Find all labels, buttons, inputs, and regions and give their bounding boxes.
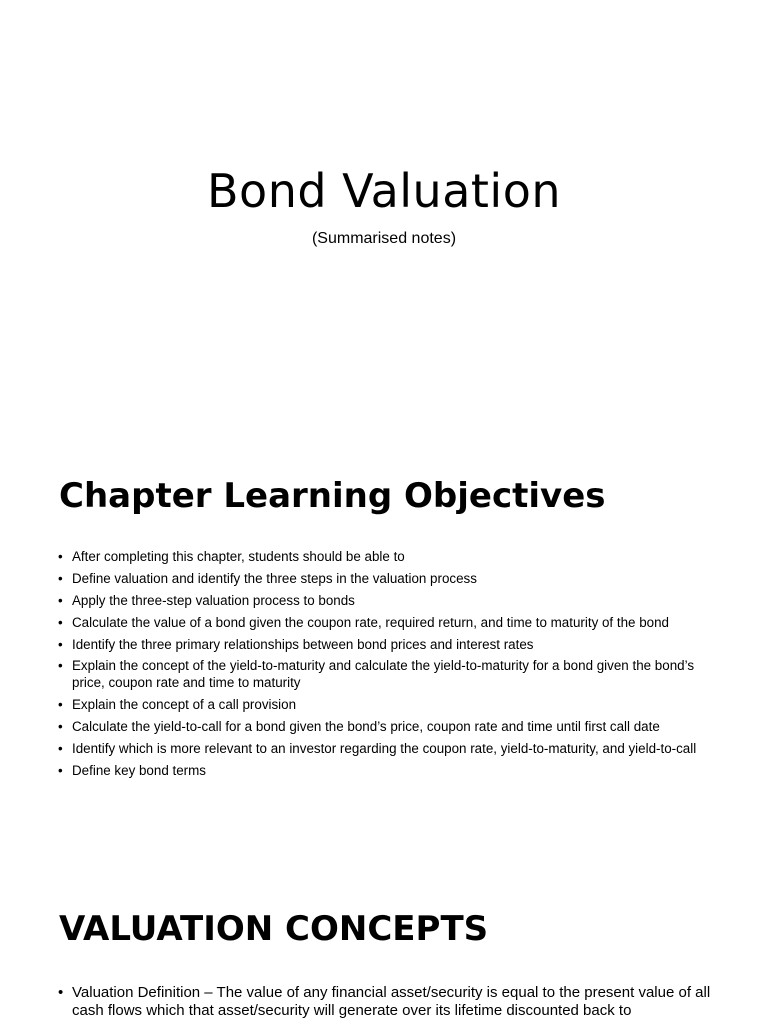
objective-text: Identify the three primary relationships between bond prices and interest rates bbox=[72, 636, 534, 652]
objective-item bbox=[58, 763, 718, 780]
objective-text: Apply the three-step valuation process to bonds bbox=[72, 592, 355, 608]
bullet-icon: • bbox=[58, 762, 63, 778]
bullet-icon: • bbox=[58, 636, 63, 652]
objective-text: Explain the concept of the yield-to-maturity and calculate the yield-to-maturity for a bond given the bond’s price, coupon rate and time to maturity bbox=[72, 658, 695, 690]
bullet-icon: • bbox=[58, 658, 63, 674]
objectives-heading: Chapter Learning Objectives bbox=[59, 476, 606, 516]
objective-item bbox=[58, 719, 718, 736]
bullet-icon: • bbox=[58, 718, 63, 734]
objective-text: Explain the concept of a call provision bbox=[72, 696, 297, 712]
title-slide bbox=[0, 0, 768, 440]
bullet-icon: • bbox=[58, 696, 63, 712]
objective-text: Define key bond terms bbox=[72, 762, 206, 778]
bullet-icon: • bbox=[58, 984, 64, 1001]
objective-item bbox=[58, 549, 718, 566]
objective-text: Define valuation and identify the three steps in the valuation process bbox=[72, 570, 477, 586]
objective-item bbox=[58, 697, 718, 714]
objective-item bbox=[58, 741, 718, 758]
objectives-list bbox=[58, 549, 718, 784]
bullet-icon: • bbox=[58, 570, 63, 586]
objective-text: Calculate the yield-to-call for a bond given the bond’s price, coupon rate and time until first call date bbox=[72, 718, 660, 734]
concepts-heading: VALUATION CONCEPTS bbox=[59, 909, 489, 949]
objective-item bbox=[58, 593, 718, 610]
bullet-icon: • bbox=[58, 549, 63, 564]
objective-item bbox=[58, 637, 718, 654]
document-subtitle: (Summarised notes) bbox=[311, 230, 457, 247]
concept-text: Valuation Definition – The value of any financial asset/security is equal to the present value of all cash flows which that asset/security will generate over its lifetime discounted back to bbox=[72, 984, 711, 1019]
bullet-icon: • bbox=[58, 740, 63, 756]
objective-text: Calculate the value of a bond given the coupon rate, required return, and time to maturity of the bond bbox=[72, 614, 670, 630]
objective-item bbox=[58, 658, 718, 691]
objective-text: Identify which is more relevant to an investor regarding the coupon rate, yield-to-maturity, and yield-to-call bbox=[72, 740, 697, 756]
concept-item bbox=[58, 984, 718, 1020]
document-title: Bond Valuation bbox=[207, 164, 561, 218]
objective-text: After completing this chapter, students should be able to bbox=[72, 549, 405, 564]
concepts-list bbox=[58, 984, 718, 1020]
bullet-icon: • bbox=[58, 592, 63, 608]
objective-item bbox=[58, 615, 718, 632]
objective-item bbox=[58, 571, 718, 588]
bullet-icon: • bbox=[58, 614, 63, 630]
